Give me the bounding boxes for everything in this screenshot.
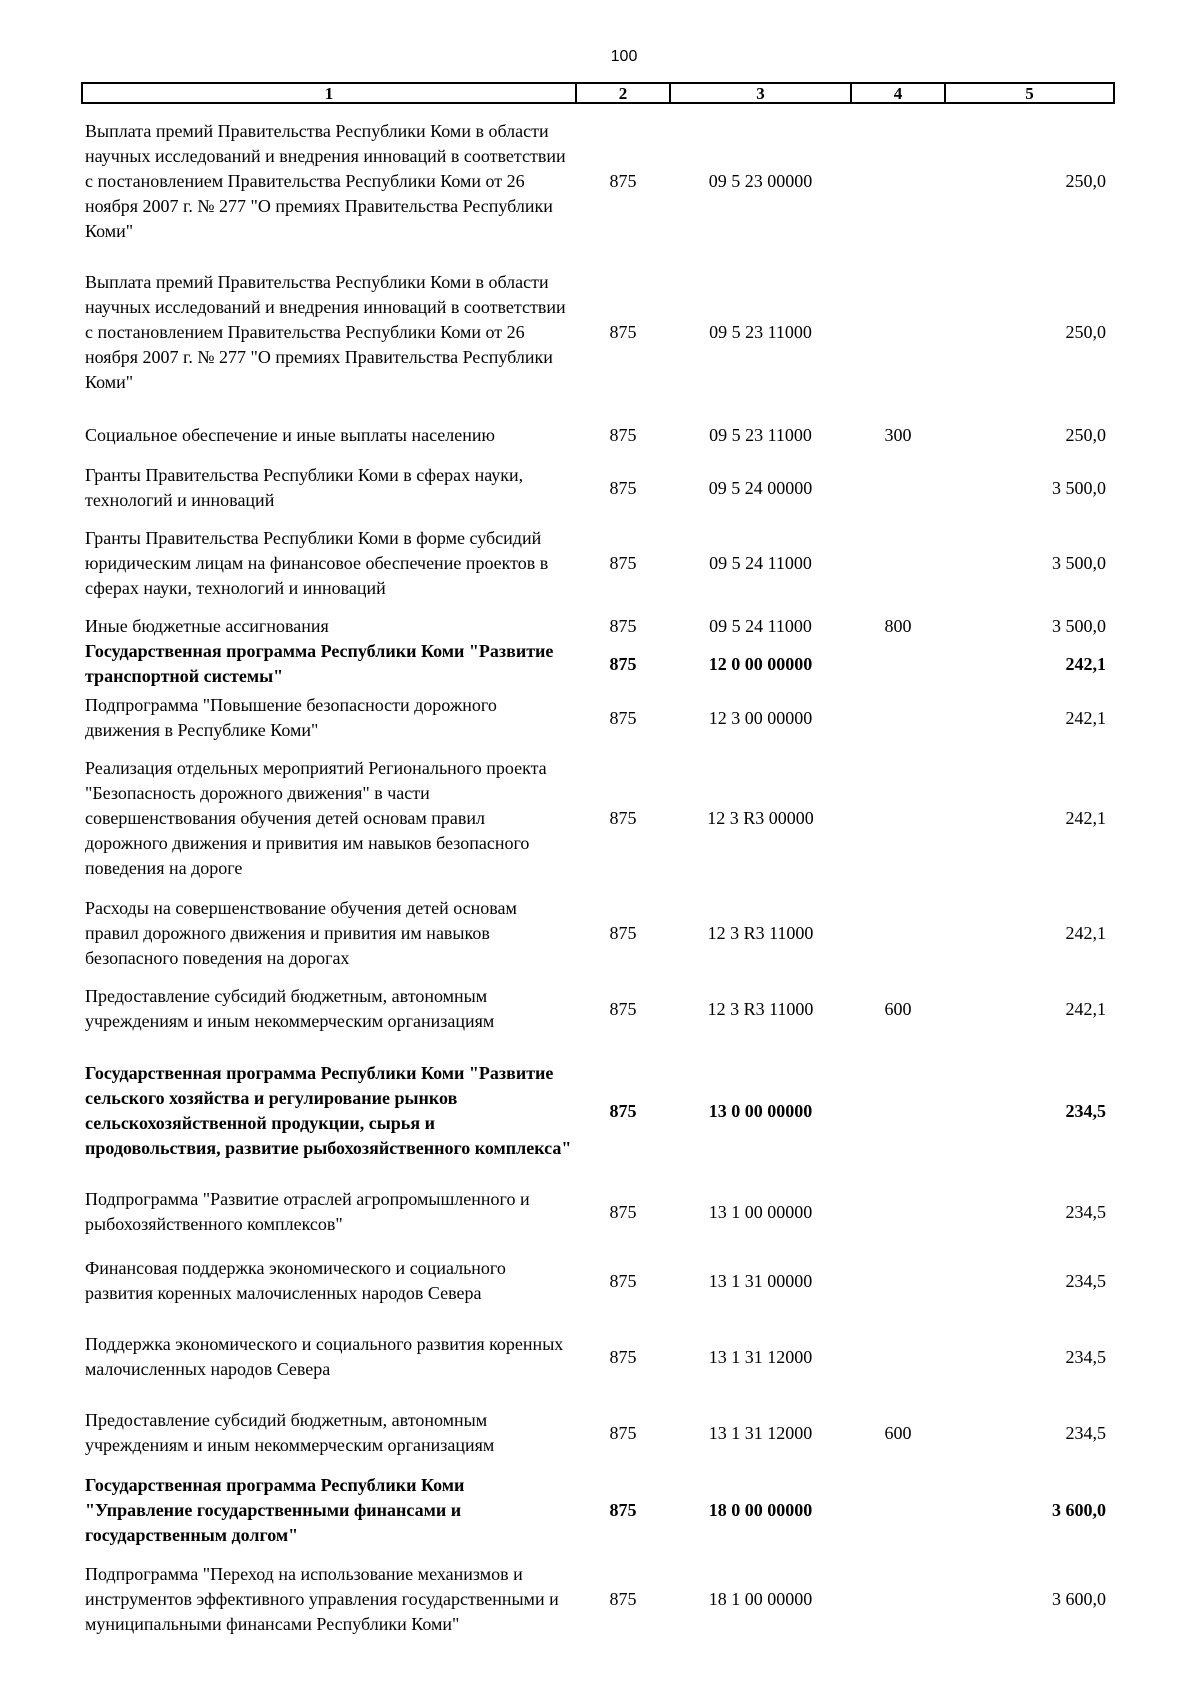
- row-name: Социальное обеспечение и иные выплаты населению: [85, 424, 495, 445]
- table-row: [82, 613, 1114, 639]
- row-name: Гранты Правительства Республики Коми в сферах науки, технологий и инноваций: [85, 465, 524, 510]
- row-ministry: 875: [609, 477, 637, 498]
- table-row: [82, 513, 1114, 613]
- row-amount: 242,1: [1065, 807, 1106, 828]
- row-amount: 3 600,0: [1052, 1588, 1106, 1609]
- row-type: [851, 463, 945, 513]
- header-col-2: 2: [576, 83, 670, 103]
- row-name: Расходы на совершенствование обучения детей основам правил дорожного движения и привития им навыков безопасного поведения на дорогах: [85, 897, 517, 968]
- row-amount: 234,5: [1065, 1100, 1106, 1121]
- row-ministry: 875: [609, 1201, 637, 1222]
- header-col-3: 3: [670, 83, 851, 103]
- row-type: [851, 1319, 945, 1395]
- table-row: [82, 1181, 1114, 1243]
- row-amount: 234,5: [1065, 1346, 1106, 1367]
- row-name: Выплата премий Правительства Республики Коми в области научных исследований и внедрения инноваций в соответствии с постановлением Правительства Республики Коми от 26 ноября 2007 г. № 277 "О премиях Правительства Республики Коми": [85, 272, 566, 392]
- table-row: [82, 1395, 1114, 1471]
- row-type: [851, 639, 945, 689]
- row-code: 09 5 24 11000: [709, 615, 812, 636]
- row-name: Предоставление субсидий бюджетным, автономным учреждениям и иным некоммерческим организациям: [85, 1410, 495, 1455]
- header-col-4: 4: [851, 83, 945, 103]
- row-type: [851, 1181, 945, 1243]
- row-ministry: 875: [609, 322, 637, 342]
- row-code: 09 5 23 11000: [709, 322, 812, 342]
- row-type: [851, 689, 945, 747]
- row-ministry: 875: [609, 998, 637, 1019]
- row-type: [851, 1471, 945, 1549]
- table-row: [82, 463, 1114, 513]
- row-code: 12 3 00 00000: [708, 707, 813, 728]
- row-type: [851, 1243, 945, 1319]
- row-code: 18 1 00 00000: [708, 1588, 813, 1609]
- row-name: Финансовая поддержка экономического и социального развития коренных малочисленных народов Севера: [85, 1258, 506, 1303]
- table-row: [82, 103, 1114, 258]
- row-name: Реализация отдельных мероприятий Регионального проекта "Безопасность дорожного движения" в части совершенствования обучения детей основам правил дорожного движения и привития им навыков безопасного поведения на дороге: [85, 757, 547, 878]
- row-amount: 234,5: [1065, 1201, 1106, 1222]
- row-type: 600: [884, 998, 912, 1019]
- table-header: [82, 83, 1114, 103]
- row-ministry: 875: [609, 707, 637, 728]
- budget-table: [81, 82, 1115, 1649]
- table-body: [82, 103, 1114, 1649]
- row-amount: 3 500,0: [1052, 615, 1106, 636]
- row-type: [851, 747, 945, 889]
- table-row: [82, 1041, 1114, 1181]
- row-type: [851, 103, 945, 258]
- row-ministry: 875: [609, 807, 637, 828]
- table-row: [82, 407, 1114, 463]
- row-type: [851, 513, 945, 613]
- row-name: Гранты Правительства Республики Коми в форме субсидий юридическим лицам на финансовое обеспечение проектов в сферах науки, технологий и инноваций: [85, 527, 549, 598]
- row-type: 300: [884, 424, 912, 445]
- row-name: Поддержка экономического и социального развития коренных малочисленных народов Севера: [85, 1334, 564, 1379]
- table-row: [82, 639, 1114, 689]
- header-col-5: 5: [945, 83, 1114, 103]
- row-ministry: 875: [609, 1270, 637, 1291]
- row-amount: 3 500,0: [1052, 477, 1106, 498]
- row-name: Предоставление субсидий бюджетным, автономным учреждениям и иным некоммерческим организациям: [85, 986, 495, 1031]
- row-code: 18 0 00 00000: [708, 1499, 813, 1520]
- row-ministry: 875: [609, 1499, 637, 1520]
- row-name: Иные бюджетные ассигнования: [85, 615, 329, 636]
- row-amount: 234,5: [1065, 1422, 1106, 1443]
- row-ministry: 875: [609, 424, 637, 445]
- table-row: [82, 1319, 1114, 1395]
- header-row: [82, 83, 1114, 103]
- row-code: 09 5 24 11000: [709, 552, 812, 573]
- row-ministry: 875: [609, 1588, 637, 1609]
- row-code: 13 1 31 00000: [708, 1270, 813, 1291]
- row-ministry: 875: [609, 1422, 637, 1443]
- row-amount: 250,0: [1065, 170, 1106, 191]
- table-row: [82, 689, 1114, 747]
- row-ministry: 875: [609, 170, 637, 191]
- header-col-1: 1: [82, 83, 576, 103]
- row-name: Государственная программа Республики Коми "Развитие сельского хозяйства и регулирование рынков сельскохозяйственной продукции, сырья и продовольствия, развитие рыбохозяйственного комплекса": [85, 1063, 572, 1158]
- table-row: [82, 1549, 1114, 1649]
- row-ministry: 875: [609, 1346, 637, 1367]
- row-amount: 242,1: [1065, 707, 1106, 728]
- row-amount: 242,1: [1065, 998, 1106, 1019]
- row-code: 13 1 31 12000: [708, 1422, 813, 1443]
- row-type: [851, 258, 945, 407]
- row-name: Выплата премий Правительства Республики Коми в области научных исследований и внедрения инноваций в соответствии с постановлением Правительства Республики Коми от 26 ноября 2007 г. № 277 "О премиях Правительства Республики Коми": [85, 120, 566, 241]
- row-amount: 250,0: [1065, 424, 1106, 445]
- row-name: Подпрограмма "Переход на использование механизмов и инструментов эффективного управления государственными и муниципальными финансами Республики Коми": [85, 1563, 559, 1634]
- row-code: 09 5 23 00000: [708, 170, 813, 191]
- row-type: 800: [884, 615, 912, 636]
- row-name: Подпрограмма "Развитие отраслей агропромышленного и рыбохозяйственного комплексов": [85, 1189, 530, 1234]
- row-code: 12 3 R3 00000: [707, 807, 814, 828]
- row-code: 13 1 31 12000: [708, 1346, 813, 1367]
- table-row: [82, 977, 1114, 1041]
- row-amount: 3 500,0: [1052, 552, 1106, 573]
- row-code: 13 1 00 00000: [708, 1201, 813, 1222]
- row-ministry: 875: [609, 653, 637, 674]
- row-amount: 242,1: [1065, 653, 1106, 674]
- row-type: [851, 889, 945, 977]
- row-ministry: 875: [609, 615, 637, 636]
- page-number: 100: [610, 48, 638, 65]
- row-name: Государственная программа Республики Коми "Развитие транспортной системы": [85, 641, 554, 686]
- row-type: [851, 1041, 945, 1181]
- row-ministry: 875: [609, 552, 637, 573]
- table-row: [82, 889, 1114, 977]
- row-code: 09 5 23 11000: [709, 424, 812, 445]
- row-ministry: 875: [609, 1100, 637, 1121]
- row-ministry: 875: [609, 922, 637, 943]
- row-amount: 234,5: [1065, 1270, 1106, 1291]
- table-row: [82, 1471, 1114, 1549]
- row-amount: 250,0: [1065, 322, 1106, 342]
- row-name: Государственная программа Республики Коми "Управление государственными финансами и государственным долгом": [85, 1474, 465, 1545]
- row-type: [851, 1549, 945, 1649]
- row-code: 09 5 24 00000: [708, 477, 813, 498]
- table-row: [82, 747, 1114, 889]
- row-code: 12 3 R3 11000: [707, 998, 814, 1019]
- table-row: [82, 1243, 1114, 1319]
- row-code: 12 0 00 00000: [708, 653, 813, 674]
- row-type: 600: [884, 1422, 912, 1443]
- row-amount: 242,1: [1065, 922, 1106, 943]
- row-name: Подпрограмма "Повышение безопасности дорожного движения в Республике Коми": [85, 695, 497, 740]
- row-code: 13 0 00 00000: [708, 1100, 813, 1121]
- row-amount: 3 600,0: [1052, 1499, 1106, 1520]
- row-code: 12 3 R3 11000: [707, 922, 814, 943]
- table-row: [82, 258, 1114, 407]
